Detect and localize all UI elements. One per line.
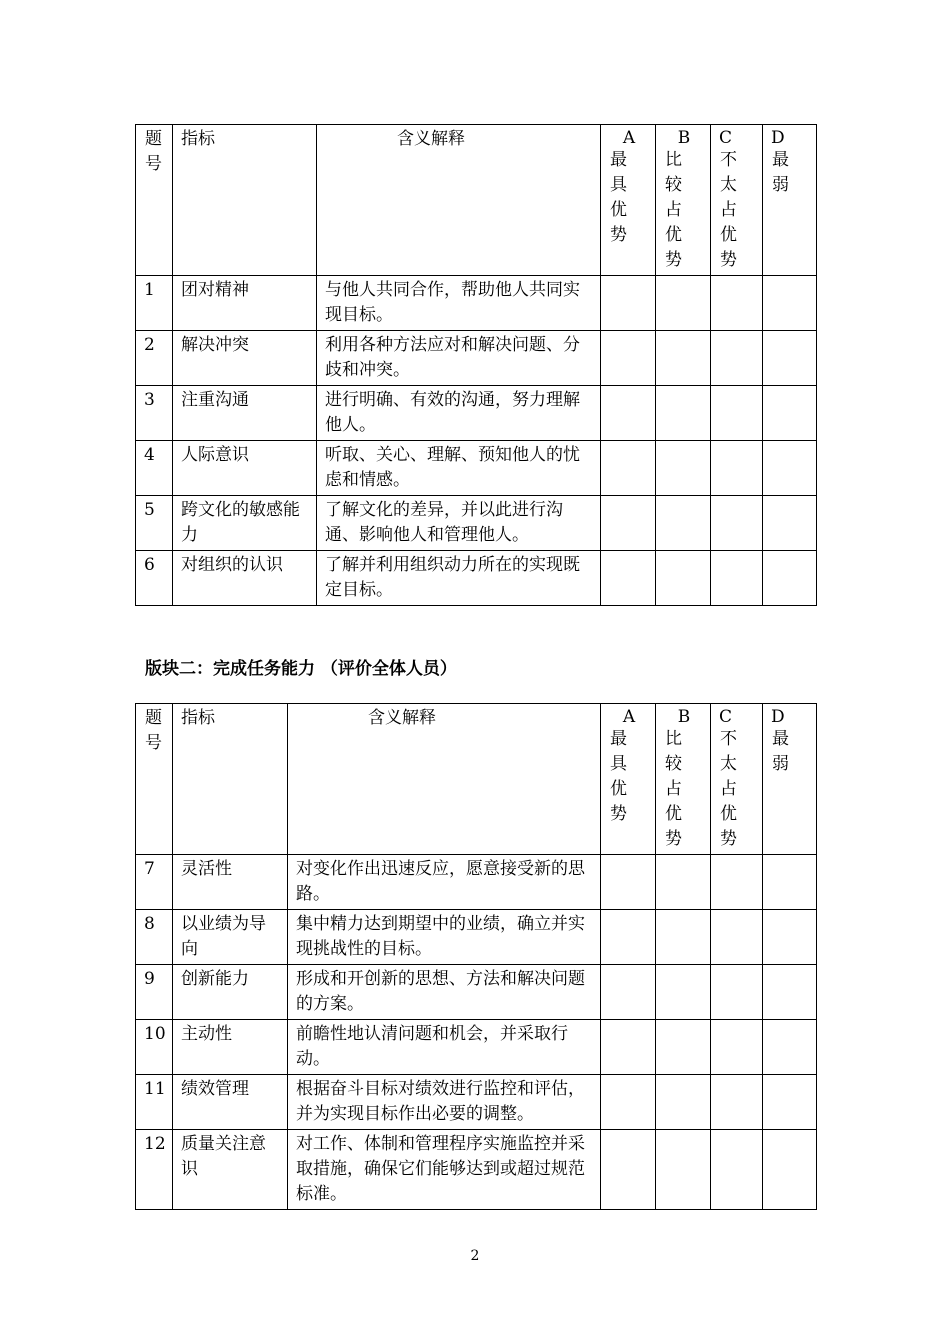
row-num: 5 [136, 496, 173, 551]
rating-cell-b[interactable] [656, 965, 711, 1020]
rating-cell-d[interactable] [763, 910, 817, 965]
header-choice-a: A 最具优势 [601, 704, 656, 855]
row-indicator: 创新能力 [173, 965, 288, 1020]
rating-cell-b[interactable] [656, 1075, 711, 1130]
rating-cell-b[interactable] [656, 551, 711, 606]
row-indicator: 跨文化的敏感能力 [173, 496, 317, 551]
row-num: 12 [136, 1130, 173, 1210]
header-indicator: 指标 [173, 125, 317, 276]
row-meaning: 集中精力达到期望中的业绩，确立并实现挑战性的目标。 [288, 910, 601, 965]
row-meaning: 了解并利用组织动力所在的实现既定目标。 [317, 551, 601, 606]
row-num: 3 [136, 386, 173, 441]
rating-cell-b[interactable] [656, 1020, 711, 1075]
row-indicator: 解决冲突 [173, 331, 317, 386]
rating-cell-a[interactable] [601, 496, 656, 551]
rating-cell-c[interactable] [711, 1020, 763, 1075]
rating-cell-a[interactable] [601, 1075, 656, 1130]
header-indicator: 指标 [173, 704, 288, 855]
row-indicator: 质量关注意识 [173, 1130, 288, 1210]
rating-cell-b[interactable] [656, 910, 711, 965]
rating-cell-b[interactable] [656, 1130, 711, 1210]
header-choice-d: D 最弱 [763, 704, 817, 855]
competency-table-1 [135, 124, 817, 606]
row-meaning: 对工作、体制和管理程序实施监控并采取措施，确保它们能够达到或超过规范标准。 [288, 1130, 601, 1210]
rating-cell-c[interactable] [711, 441, 763, 496]
rating-cell-b[interactable] [656, 855, 711, 910]
header-num: 题号 [136, 704, 173, 855]
rating-cell-c[interactable] [711, 276, 763, 331]
row-indicator: 灵活性 [173, 855, 288, 910]
header-choice-b: B 比较占优势 [656, 704, 711, 855]
table-row [136, 965, 817, 1020]
header-choice-d: D 最弱 [763, 125, 817, 276]
row-num: 10 [136, 1020, 173, 1075]
row-meaning: 与他人共同合作，帮助他人共同实现目标。 [317, 276, 601, 331]
row-meaning: 根据奋斗目标对绩效进行监控和评估，并为实现目标作出必要的调整。 [288, 1075, 601, 1130]
table-row [136, 276, 817, 331]
row-meaning: 听取、关心、理解、预知他人的忧虑和情感。 [317, 441, 601, 496]
rating-cell-d[interactable] [763, 331, 817, 386]
row-indicator: 团对精神 [173, 276, 317, 331]
rating-cell-a[interactable] [601, 1020, 656, 1075]
row-num: 8 [136, 910, 173, 965]
rating-cell-c[interactable] [711, 965, 763, 1020]
rating-cell-a[interactable] [601, 1130, 656, 1210]
row-num: 9 [136, 965, 173, 1020]
header-choice-c: C 不太占优势 [711, 125, 763, 276]
table-row [136, 1130, 817, 1210]
header-meaning: 含义解释 [288, 704, 601, 855]
rating-cell-a[interactable] [601, 441, 656, 496]
rating-cell-d[interactable] [763, 1130, 817, 1210]
header-meaning: 含义解释 [317, 125, 601, 276]
row-meaning: 形成和开创新的思想、方法和解决问题的方案。 [288, 965, 601, 1020]
row-indicator: 注重沟通 [173, 386, 317, 441]
rating-cell-b[interactable] [656, 441, 711, 496]
rating-cell-c[interactable] [711, 1075, 763, 1130]
rating-cell-c[interactable] [711, 1130, 763, 1210]
table-row [136, 551, 817, 606]
row-meaning: 利用各种方法应对和解决问题、分歧和冲突。 [317, 331, 601, 386]
table-row [136, 331, 817, 386]
header-choice-b: B 比较占优势 [656, 125, 711, 276]
rating-cell-a[interactable] [601, 855, 656, 910]
rating-cell-b[interactable] [656, 276, 711, 331]
rating-cell-d[interactable] [763, 855, 817, 910]
row-meaning: 进行明确、有效的沟通，努力理解他人。 [317, 386, 601, 441]
table-row [136, 1075, 817, 1130]
rating-cell-a[interactable] [601, 965, 656, 1020]
rating-cell-a[interactable] [601, 276, 656, 331]
table-row [136, 910, 817, 965]
header-num: 题号 [136, 125, 173, 276]
row-indicator: 以业绩为导向 [173, 910, 288, 965]
section-title: 版块二：完成任务能力 （评价全体人员） [145, 659, 457, 679]
table-row [136, 441, 817, 496]
row-num: 11 [136, 1075, 173, 1130]
table-header-row [136, 125, 817, 276]
rating-cell-c[interactable] [711, 855, 763, 910]
table-row [136, 1020, 817, 1075]
row-meaning: 对变化作出迅速反应，愿意接受新的思路。 [288, 855, 601, 910]
rating-cell-c[interactable] [711, 551, 763, 606]
rating-cell-b[interactable] [656, 331, 711, 386]
rating-cell-c[interactable] [711, 331, 763, 386]
rating-cell-a[interactable] [601, 910, 656, 965]
row-indicator: 人际意识 [173, 441, 317, 496]
rating-cell-a[interactable] [601, 331, 656, 386]
table-row [136, 496, 817, 551]
rating-cell-d[interactable] [763, 276, 817, 331]
row-num: 7 [136, 855, 173, 910]
rating-cell-d[interactable] [763, 551, 817, 606]
rating-cell-d[interactable] [763, 965, 817, 1020]
rating-cell-b[interactable] [656, 496, 711, 551]
rating-cell-d[interactable] [763, 441, 817, 496]
row-indicator: 对组织的认识 [173, 551, 317, 606]
table-row [136, 386, 817, 441]
row-num: 4 [136, 441, 173, 496]
header-choice-a: A 最具优势 [601, 125, 656, 276]
table-header-row [136, 704, 817, 855]
row-num: 2 [136, 331, 173, 386]
rating-cell-c[interactable] [711, 496, 763, 551]
rating-cell-c[interactable] [711, 910, 763, 965]
table-row [136, 855, 817, 910]
rating-cell-a[interactable] [601, 386, 656, 441]
rating-cell-d[interactable] [763, 496, 817, 551]
row-num: 1 [136, 276, 173, 331]
row-meaning: 前瞻性地认清问题和机会，并采取行动。 [288, 1020, 601, 1075]
page-number: 2 [470, 1248, 480, 1264]
competency-table-2 [135, 703, 817, 1210]
row-meaning: 了解文化的差异，并以此进行沟通、影响他人和管理他人。 [317, 496, 601, 551]
row-indicator: 主动性 [173, 1020, 288, 1075]
rating-cell-c[interactable] [711, 386, 763, 441]
rating-cell-a[interactable] [601, 551, 656, 606]
header-choice-c: C 不太占优势 [711, 704, 763, 855]
row-indicator: 绩效管理 [173, 1075, 288, 1130]
rating-cell-d[interactable] [763, 386, 817, 441]
rating-cell-d[interactable] [763, 1075, 817, 1130]
row-num: 6 [136, 551, 173, 606]
rating-cell-b[interactable] [656, 386, 711, 441]
rating-cell-d[interactable] [763, 1020, 817, 1075]
